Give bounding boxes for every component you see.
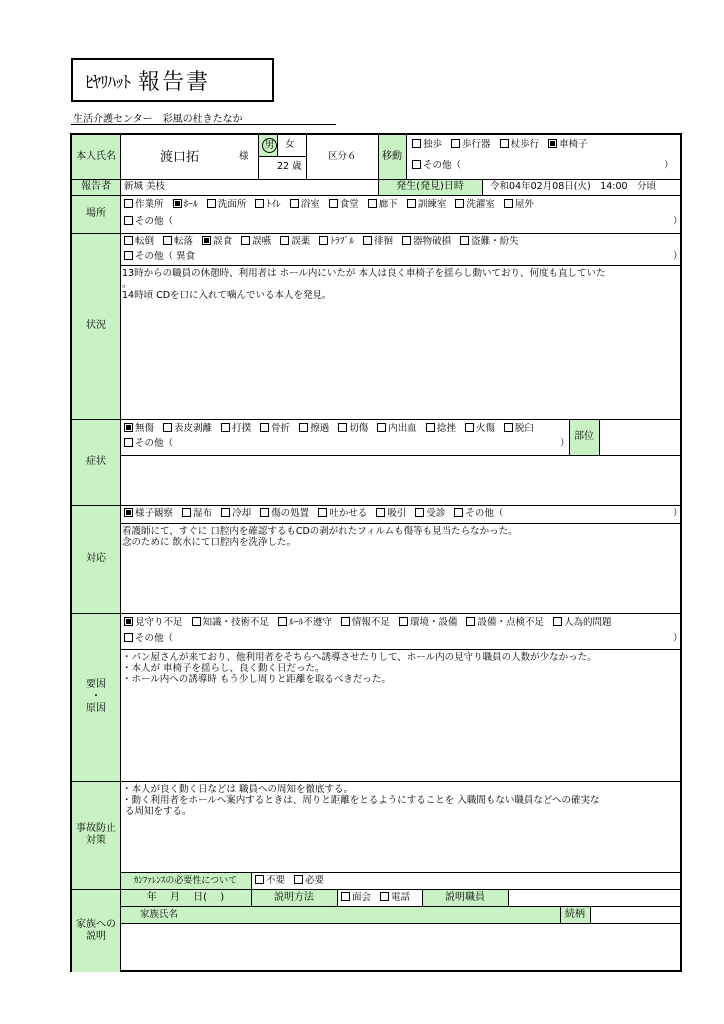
situation-damage[interactable]: 器物破損: [402, 236, 451, 247]
checkbox-icon: [260, 423, 269, 432]
family-label-bottom: 説明: [86, 930, 106, 942]
checkbox-icon: [241, 236, 250, 245]
checkbox-icon: [465, 423, 474, 432]
response-label: 対応: [86, 553, 106, 564]
mobility-cane[interactable]: 杖歩行: [500, 139, 540, 150]
symptom-other-close: ）: [560, 438, 570, 449]
cause-label: [72, 613, 120, 781]
checkbox-icon: [341, 617, 350, 626]
situation-options: [124, 236, 525, 248]
relation-label: 続柄: [565, 908, 585, 920]
checkbox-icon: [124, 236, 133, 245]
checkbox-icon: [124, 438, 133, 447]
place-training[interactable]: 訓練室: [407, 199, 447, 210]
prevention-label-top: 事故防止: [76, 823, 116, 834]
checkbox-icon: [451, 139, 460, 148]
checkbox-icon: [341, 892, 350, 901]
reporter-label: 報告者: [81, 181, 111, 192]
gender-female[interactable]: 女: [285, 139, 295, 150]
checkbox-checked-icon: [548, 139, 557, 148]
checkbox-icon: [192, 617, 201, 626]
cause-options: [124, 617, 618, 629]
place-workshop[interactable]: 作業所: [124, 199, 164, 210]
situation-wandering[interactable]: 徘徊: [363, 236, 393, 247]
symptom-scrape[interactable]: 擦過: [299, 423, 329, 434]
checkbox-icon: [415, 508, 424, 517]
person-name: 渡口拓: [160, 150, 200, 165]
checkbox-icon: [124, 251, 133, 260]
cause-label-mid: ・: [91, 691, 101, 702]
response-cooling[interactable]: 冷却: [221, 508, 251, 519]
checkbox-icon: [455, 199, 464, 208]
checkbox-icon: [454, 508, 463, 517]
datetime-label: 発生(発見)日時: [396, 181, 464, 192]
checkbox-icon: [221, 423, 230, 432]
situation-label: 状況: [86, 320, 106, 331]
title-main: 報告書: [138, 69, 211, 95]
checkbox-icon: [280, 236, 289, 245]
checkbox-icon: [207, 199, 216, 208]
age: 22 歳: [277, 161, 302, 172]
cause-rule-violation[interactable]: ﾙｰﾙ不遵守: [278, 617, 332, 628]
checkbox-icon: [294, 875, 303, 884]
checkbox-icon: [368, 199, 377, 208]
mobility-label: 移動: [382, 151, 402, 162]
prevention-text: ・本人が良く動く日などは 職員への周知を徹底する。 ・動く利用者をホールへ案内するときは、周りと距離をとるようにすることを 入職間もない職員などへの確実な る周知をする。: [122, 784, 600, 817]
checkbox-checked-icon: [202, 236, 211, 245]
cause-other[interactable]: その他（: [124, 633, 173, 645]
method-options: [341, 892, 416, 904]
response-suction[interactable]: 吸引: [376, 508, 406, 519]
situation-drop[interactable]: 転落: [163, 236, 193, 247]
place-label: 場所: [86, 208, 106, 219]
situation-fall[interactable]: 転倒: [124, 236, 154, 247]
checkbox-icon: [299, 423, 308, 432]
response-wound-care[interactable]: 傷の処置: [260, 508, 309, 519]
checkbox-icon: [426, 423, 435, 432]
checkbox-icon: [124, 633, 133, 642]
place-toilet[interactable]: ﾄｲﾚ: [255, 199, 280, 210]
checkbox-icon: [163, 236, 172, 245]
method-phone[interactable]: 電話: [380, 892, 410, 903]
situation-wrong-medicine[interactable]: 誤薬: [280, 236, 310, 247]
organization-underline: [71, 124, 336, 125]
response-options: [124, 508, 509, 520]
title-prefix: ﾋﾔﾘﾊｯﾄ: [85, 72, 130, 93]
mobility-other[interactable]: その他（: [412, 160, 461, 172]
response-observe[interactable]: 様子観察: [124, 508, 173, 519]
checkbox-icon: [124, 216, 133, 225]
checkbox-icon: [329, 199, 338, 208]
checkbox-icon: [182, 508, 191, 517]
cause-environment[interactable]: 環境・設備: [399, 617, 458, 628]
symptom-dislocation[interactable]: 脱臼: [504, 423, 534, 434]
checkbox-icon: [407, 199, 416, 208]
checkbox-icon: [553, 617, 562, 626]
organization-name: 生活介護センター 彩風の杜きたなか: [73, 114, 243, 125]
honorific: 様: [239, 151, 249, 162]
mobility-walker[interactable]: 歩行器: [451, 139, 491, 150]
checkbox-icon: [255, 199, 264, 208]
staff-label: 説明職員: [445, 891, 485, 903]
symptom-options: [124, 423, 540, 435]
family-name-label: 家族氏名: [140, 909, 179, 920]
category: 区分６: [328, 151, 357, 162]
mobility-other-close: ）: [664, 160, 674, 171]
report-form: [70, 133, 682, 972]
response-other-close: ）: [673, 508, 683, 519]
checkbox-icon: [376, 508, 385, 517]
part-label: 部位: [574, 431, 594, 442]
checkbox-checked-icon: [173, 199, 182, 208]
place-other-close: ）: [673, 216, 683, 227]
checkbox-icon: [338, 423, 347, 432]
checkbox-icon: [412, 160, 421, 169]
checkbox-icon: [504, 199, 513, 208]
mobility-options: [412, 139, 594, 151]
checkbox-icon: [363, 236, 372, 245]
checkbox-icon: [318, 508, 327, 517]
cause-text: ・パン屋さんが来ており、他利用者をそちらへ誘導させたりして、ホール内の見守り職員の人数が少なかった。 ・本人が 車椅子を揺らし、良く動く日だった。 ・ホール内への誘導時 もう少し周りと距離を取るべきだった。: [122, 652, 597, 685]
gender-male[interactable]: 男: [262, 138, 277, 153]
prevention-label-bottom: 対策: [86, 835, 106, 846]
checkbox-checked-icon: [124, 508, 133, 517]
situation-mis-eating[interactable]: 誤食: [202, 236, 232, 247]
place-washroom[interactable]: 洗面所: [207, 199, 247, 210]
checkbox-icon: [163, 423, 172, 432]
checkbox-icon: [290, 199, 299, 208]
situation-trouble[interactable]: ﾄﾗﾌﾞﾙ: [319, 236, 354, 247]
checkbox-icon: [466, 617, 475, 626]
place-other[interactable]: その他（: [124, 216, 173, 228]
checkbox-checked-icon: [124, 423, 133, 432]
symptom-burn[interactable]: 火傷: [465, 423, 495, 434]
situation-aspiration[interactable]: 誤嚥: [241, 236, 271, 247]
conference-label: ｶﾝﾌｧﾚﾝｽの必要性について: [133, 875, 238, 886]
symptom-internal-bleeding[interactable]: 内出血: [377, 423, 417, 434]
checkbox-icon: [319, 236, 328, 245]
symptom-sprain[interactable]: 捻挫: [426, 423, 456, 434]
prevention-label: [72, 781, 120, 889]
response-other[interactable]: その他（: [454, 508, 503, 519]
place-outdoor[interactable]: 屋外: [504, 199, 534, 210]
cause-info-shortage[interactable]: 情報不足: [341, 617, 390, 628]
response-consult[interactable]: 受診: [415, 508, 445, 519]
method-meeting[interactable]: 面会: [341, 892, 371, 903]
checkbox-icon: [500, 139, 509, 148]
checkbox-icon: [460, 236, 469, 245]
checkbox-icon: [402, 236, 411, 245]
situation-theft[interactable]: 盗難・紛失: [460, 236, 519, 247]
checkbox-icon: [221, 508, 230, 517]
checkbox-icon: [278, 617, 287, 626]
response-text: 看護師にて、すぐに 口腔内を確認するもCDの剥がれたフィルムも傷等も見当たらなかった。 念のために 飲水にて口腔内を洗浄した。: [122, 526, 518, 548]
response-compress[interactable]: 湿布: [182, 508, 212, 519]
checkbox-icon: [504, 423, 513, 432]
cause-label-top: 要因: [86, 679, 106, 690]
cause-human[interactable]: 人為的問題: [553, 617, 612, 628]
checkbox-icon: [412, 139, 421, 148]
checkbox-icon: [260, 508, 269, 517]
place-bath[interactable]: 浴室: [290, 199, 320, 210]
family-date: 年 月 日( ): [146, 891, 225, 903]
symptom-other[interactable]: その他（: [124, 438, 173, 450]
symptom-none[interactable]: 無傷: [124, 423, 154, 434]
symptom-label: 症状: [86, 456, 106, 467]
place-laundry[interactable]: 洗濯室: [455, 199, 495, 210]
cause-other-close: ）: [673, 633, 683, 644]
checkbox-icon: [377, 423, 386, 432]
conference-options: [255, 875, 330, 887]
conference-needed[interactable]: 必要: [294, 875, 324, 886]
symptom-cut[interactable]: 切傷: [338, 423, 368, 434]
symptom-fracture[interactable]: 骨折: [260, 423, 290, 434]
mobility-walk[interactable]: 独歩: [412, 139, 442, 150]
reporter-name: 新城 美枝: [124, 181, 166, 192]
checkbox-icon: [380, 892, 389, 901]
conference-unneeded[interactable]: 不要: [255, 875, 285, 886]
symptom-bruise[interactable]: 打撲: [221, 423, 251, 434]
place-hall[interactable]: ﾎｰﾙ: [173, 199, 198, 210]
place-dining[interactable]: 食堂: [329, 199, 359, 210]
situation-other-close: ）: [673, 251, 683, 262]
place-options: [124, 199, 540, 211]
method-label: 説明方法: [274, 891, 314, 903]
datetime-value: 令和04年02月08日(火) 14:00 分頃: [490, 181, 657, 192]
name-label: 本人氏名: [76, 151, 116, 162]
cause-inspection[interactable]: 設備・点検不足: [466, 617, 544, 628]
symptom-abrasion-peel[interactable]: 表皮剥離: [163, 423, 212, 434]
cause-watch-shortage[interactable]: 見守り不足: [124, 617, 183, 628]
checkbox-icon: [124, 199, 133, 208]
mobility-wheelchair[interactable]: 車椅子: [548, 139, 588, 150]
checkbox-checked-icon: [124, 617, 133, 626]
place-corridor[interactable]: 廊下: [368, 199, 398, 210]
situation-other[interactable]: その他（ 異食: [124, 251, 195, 263]
cause-label-bottom: 原因: [86, 703, 106, 714]
checkbox-icon: [399, 617, 408, 626]
cause-skill-shortage[interactable]: 知識・技術不足: [192, 617, 270, 628]
family-label-top: 家族への: [76, 918, 116, 930]
checkbox-icon: [255, 875, 264, 884]
response-vomit[interactable]: 吐かせる: [318, 508, 367, 519]
label-bg-family-name: [120, 906, 560, 923]
report-title: [71, 58, 274, 102]
situation-text: 13時からの職員の休憩時、利用者は ホール内にいたが 本人は良く車椅子を揺らし動いており、何度も直していた 。 14時頃 CDを口に入れて噛んでいる本人を発見。: [122, 268, 606, 301]
family-label: [72, 889, 120, 972]
